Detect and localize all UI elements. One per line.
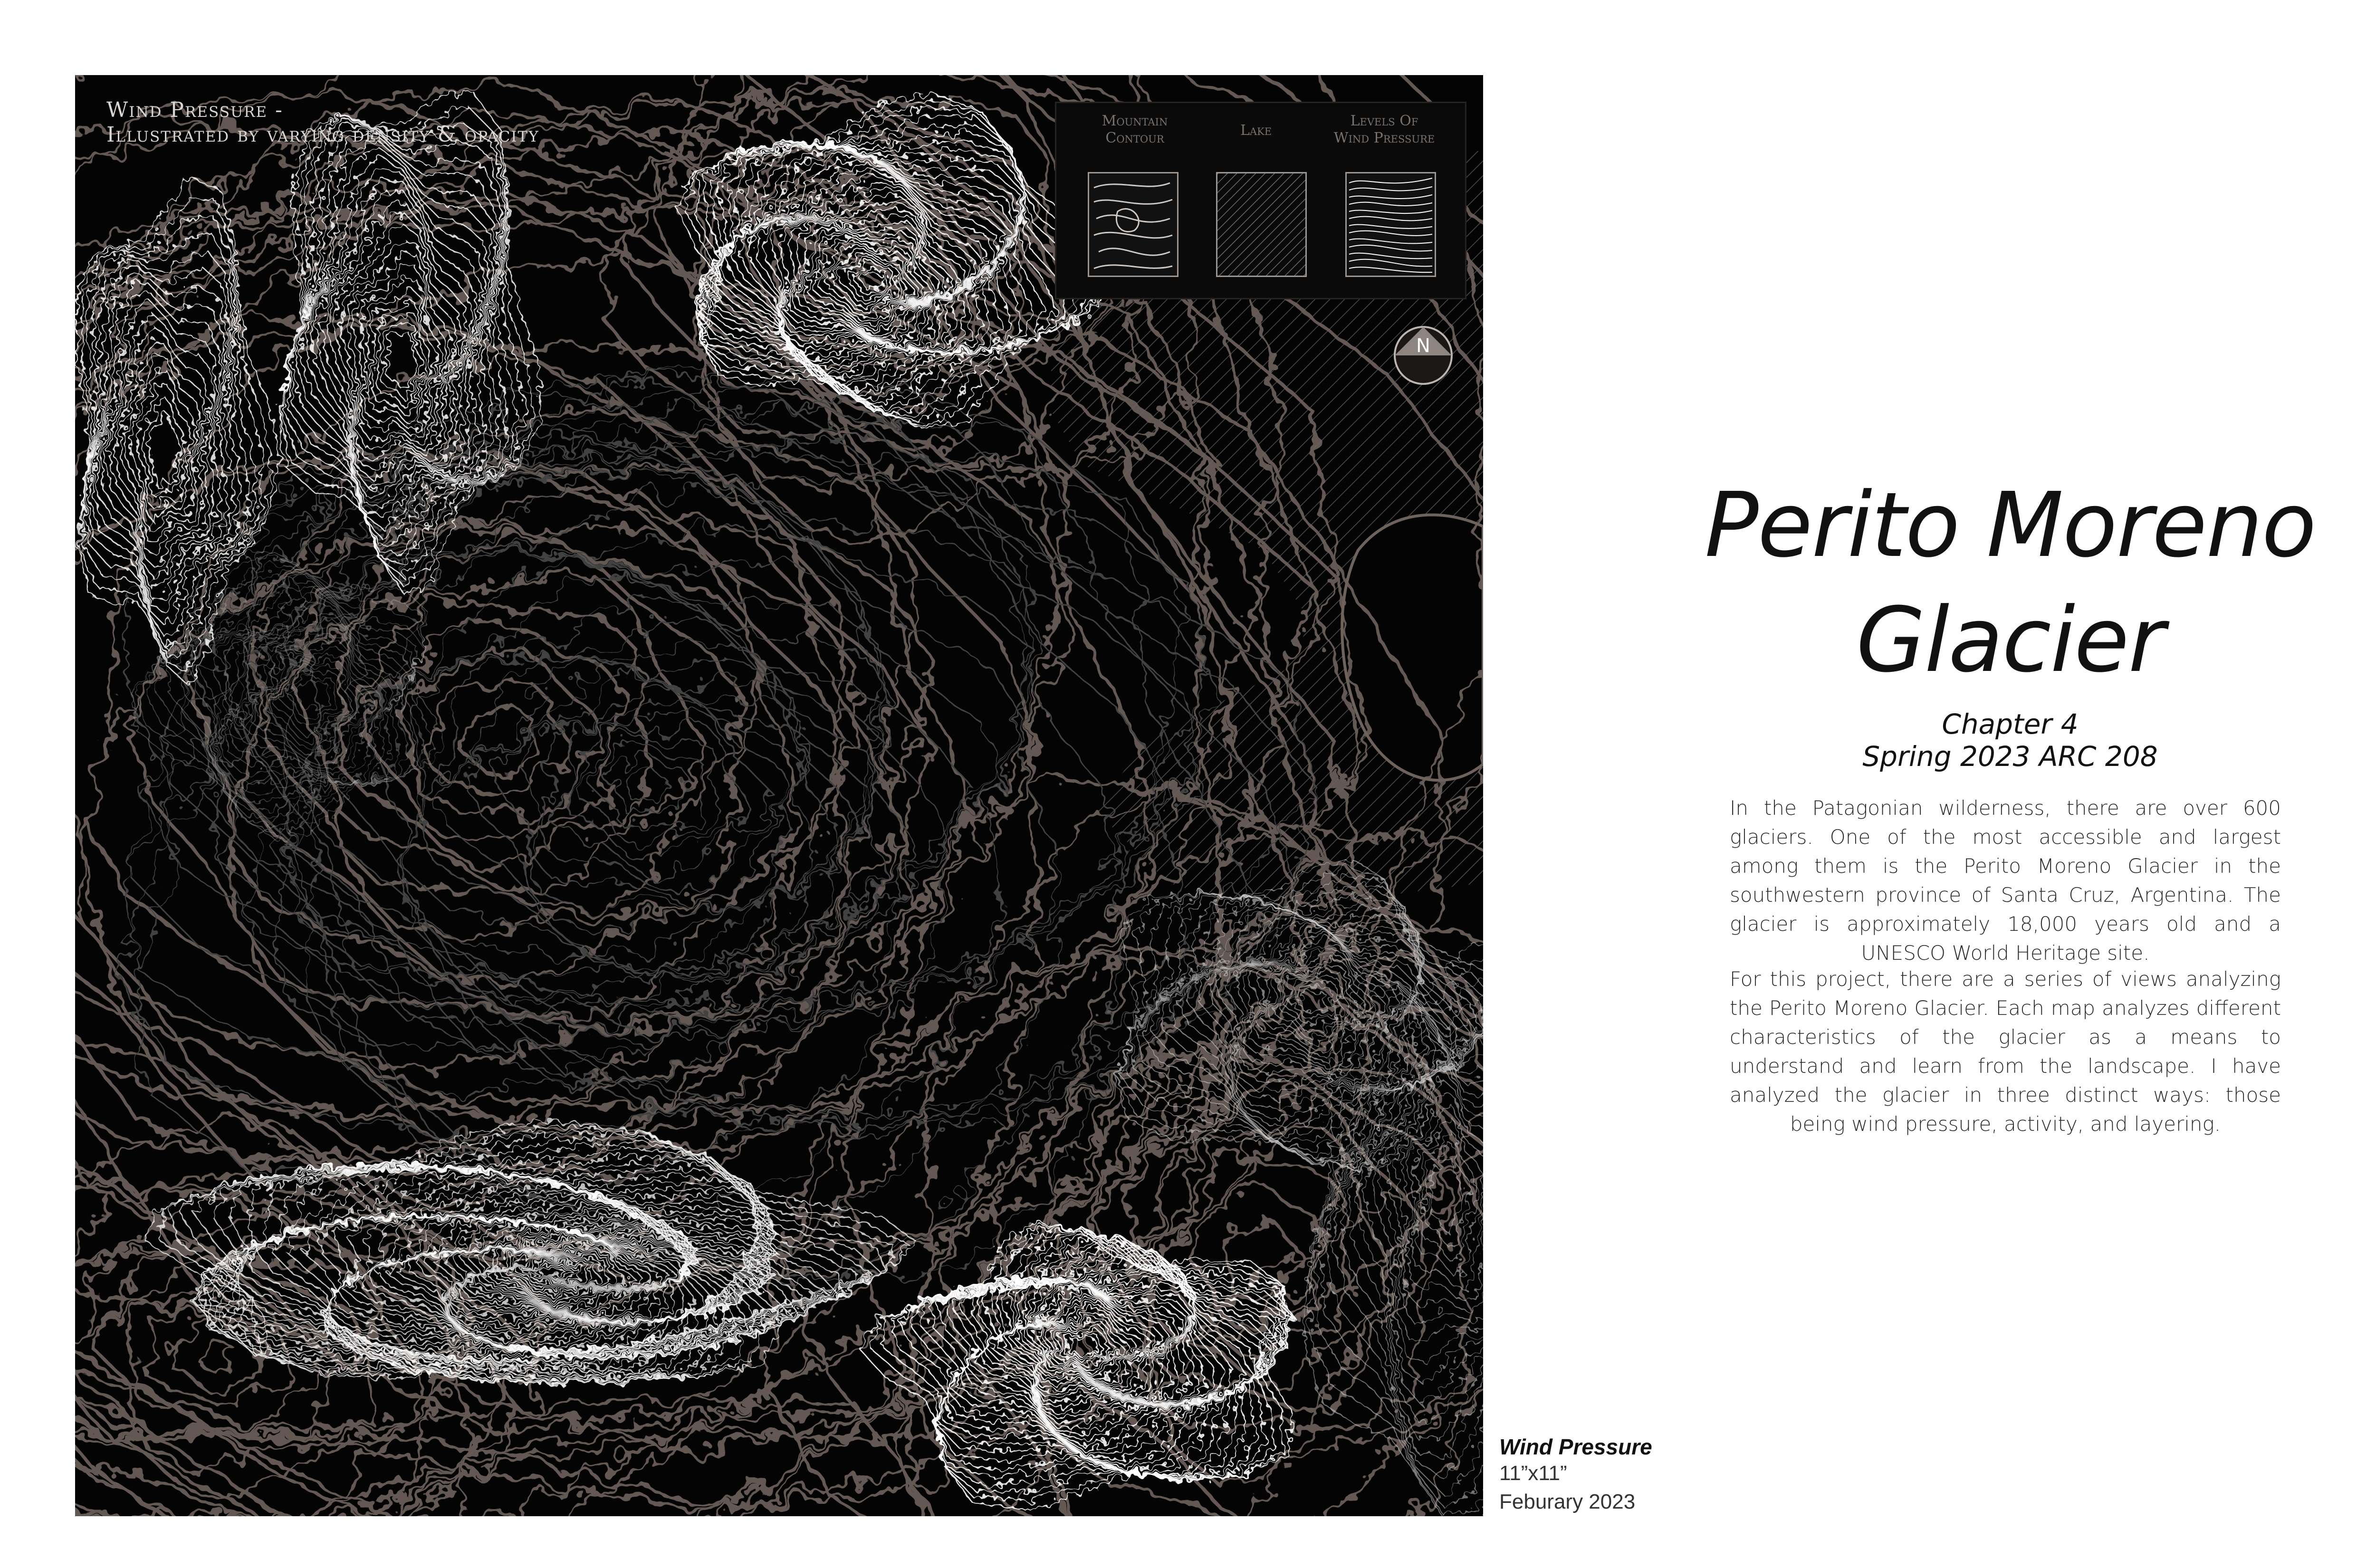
caption-title: Wind Pressure: [1499, 1434, 1652, 1459]
map-title-line1: Wind Pressure -: [106, 98, 283, 122]
legend-swatch-wind-pressure: [1345, 172, 1436, 277]
chapter-label: Chapter 4: [1942, 708, 2079, 740]
wind-pressure-map: [75, 75, 1483, 1516]
legend-label-wind-pressure: Levels Of Wind Pressure: [1333, 113, 1435, 146]
north-arrow-icon: [1392, 325, 1454, 386]
caption-date: Feburary 2023: [1499, 1490, 1636, 1513]
map-legend: [1055, 102, 1466, 299]
semester-label: Spring 2023 ARC 208: [1862, 740, 2158, 773]
map-title-line2: Illustrated by varying density & opacity: [106, 123, 539, 147]
title-line1: Perito Moreno: [1705, 473, 2316, 577]
legend-label-contour: Mountain Contour: [1102, 113, 1168, 146]
intro-paragraph: In the Patagonian wilderness, there are over 600 glaciers. One of the most accessible and largest among them is the Perito Moreno Glacier in the southwestern province of Santa Cruz, Argentina. The glacier is approximately 18,000 years old and a UNESCO World Heritage site.: [1730, 796, 2281, 965]
caption-size: 11”x11”: [1499, 1462, 1567, 1485]
legend-swatch-contour: [1088, 172, 1178, 277]
page-title: [1606, 468, 2376, 698]
title-line2: Glacier: [1856, 588, 2164, 692]
project-paragraph: For this project, there are a series of views analyzing the Perito Moreno Glacier. Each map analyzes different characteristics of the glacier as a means to understand and learn from the landscape. I have analyzed the glacier in three distinct ways: those being wind pressure, activity, and layering.: [1730, 967, 2281, 1136]
legend-label-lake: Lake: [1240, 122, 1272, 139]
legend-swatch-lake: [1216, 172, 1307, 277]
north-label: N: [1416, 335, 1430, 357]
